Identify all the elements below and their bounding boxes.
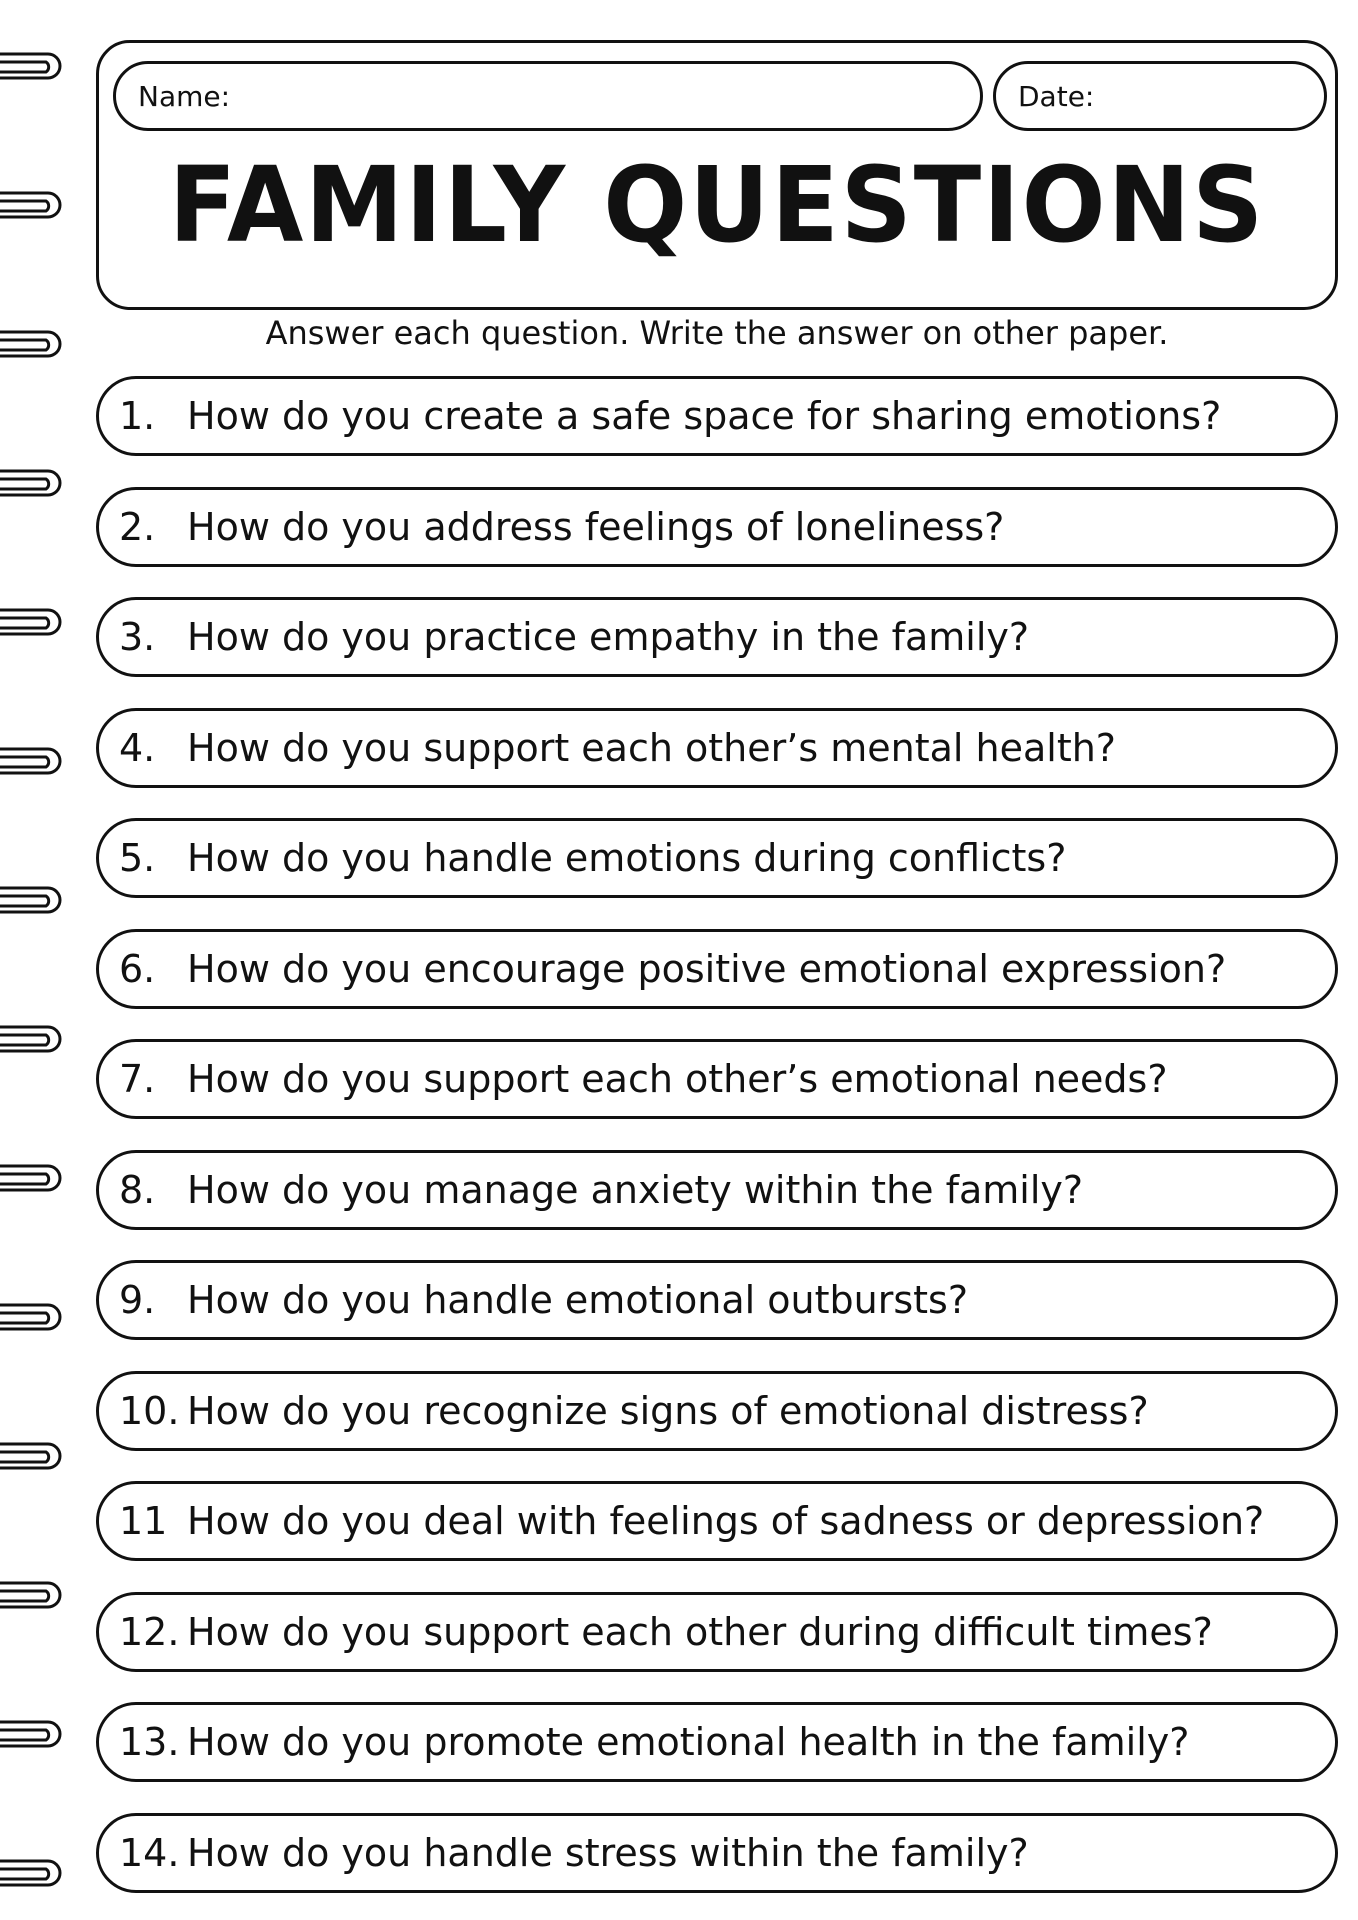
name-label: Name: [138, 80, 231, 113]
question-text: How do you recognize signs of emotional distress? [187, 1388, 1149, 1433]
question-item [96, 818, 1338, 898]
question-item [96, 1592, 1338, 1672]
date-field[interactable] [993, 61, 1327, 131]
question-text: How do you handle stress within the family? [187, 1830, 1029, 1875]
question-number: 12. [119, 1609, 180, 1654]
binding-ring [0, 596, 74, 640]
binding-ring [0, 1291, 74, 1335]
question-item [96, 1702, 1338, 1782]
question-number: 1. [119, 394, 156, 438]
question-number: 6. [119, 946, 156, 991]
question-item [96, 1481, 1338, 1561]
question-text: How do you encourage positive emotional expression? [187, 946, 1227, 991]
question-number: 10. [119, 1388, 180, 1433]
question-item [96, 708, 1338, 788]
binding-ring [0, 1152, 74, 1196]
binding-ring [0, 735, 74, 779]
question-number: 8. [119, 1167, 156, 1212]
binding-ring [0, 179, 74, 223]
question-number: 14. [119, 1830, 180, 1875]
question-text: How do you support each other’s emotional needs? [187, 1057, 1168, 1101]
binding-ring [0, 874, 74, 918]
binding-ring [0, 40, 74, 84]
question-text: How do you handle emotional outbursts? [187, 1278, 969, 1322]
binding-ring [0, 318, 74, 362]
date-label: Date: [1018, 80, 1095, 113]
question-text: How do you promote emotional health in the family? [187, 1720, 1190, 1764]
question-item [96, 487, 1338, 567]
question-text: How do you deal with feelings of sadness or depression? [187, 1499, 1265, 1543]
question-item [96, 597, 1338, 677]
binding-ring [0, 1708, 74, 1752]
question-item [96, 1813, 1338, 1893]
question-item [96, 929, 1338, 1009]
question-number: 2. [119, 504, 156, 549]
binding-ring [0, 1013, 74, 1057]
question-number: 3. [119, 615, 156, 659]
question-number: 11 [119, 1499, 168, 1543]
page-title: FAMILY QUESTIONS [168, 144, 1266, 266]
binding-ring [0, 1569, 74, 1613]
question-item [96, 1260, 1338, 1340]
question-number: 5. [119, 836, 156, 880]
binding-ring [0, 1430, 74, 1474]
question-text: How do you support each other’s mental health? [187, 725, 1116, 770]
question-text: How do you handle emotions during conflicts? [187, 836, 1067, 880]
binding-ring [0, 457, 74, 501]
question-item [96, 1371, 1338, 1451]
question-text: How do you practice empathy in the family? [187, 615, 1030, 659]
question-number: 7. [119, 1057, 156, 1101]
question-text: How do you support each other during difficult times? [187, 1609, 1213, 1654]
name-field[interactable] [113, 61, 983, 131]
question-text: How do you manage anxiety within the family? [187, 1167, 1084, 1212]
question-number: 9. [119, 1278, 156, 1322]
question-item [96, 376, 1338, 456]
question-number: 4. [119, 725, 156, 770]
header-box [96, 40, 1338, 310]
question-text: How do you address feelings of loneliness? [187, 504, 1005, 549]
binding-ring [0, 1847, 74, 1891]
question-item [96, 1039, 1338, 1119]
instructions: Answer each question. Write the answer on other paper. [265, 314, 1169, 352]
question-text: How do you create a safe space for sharing emotions? [187, 394, 1222, 438]
question-item [96, 1150, 1338, 1230]
question-number: 13. [119, 1720, 180, 1764]
